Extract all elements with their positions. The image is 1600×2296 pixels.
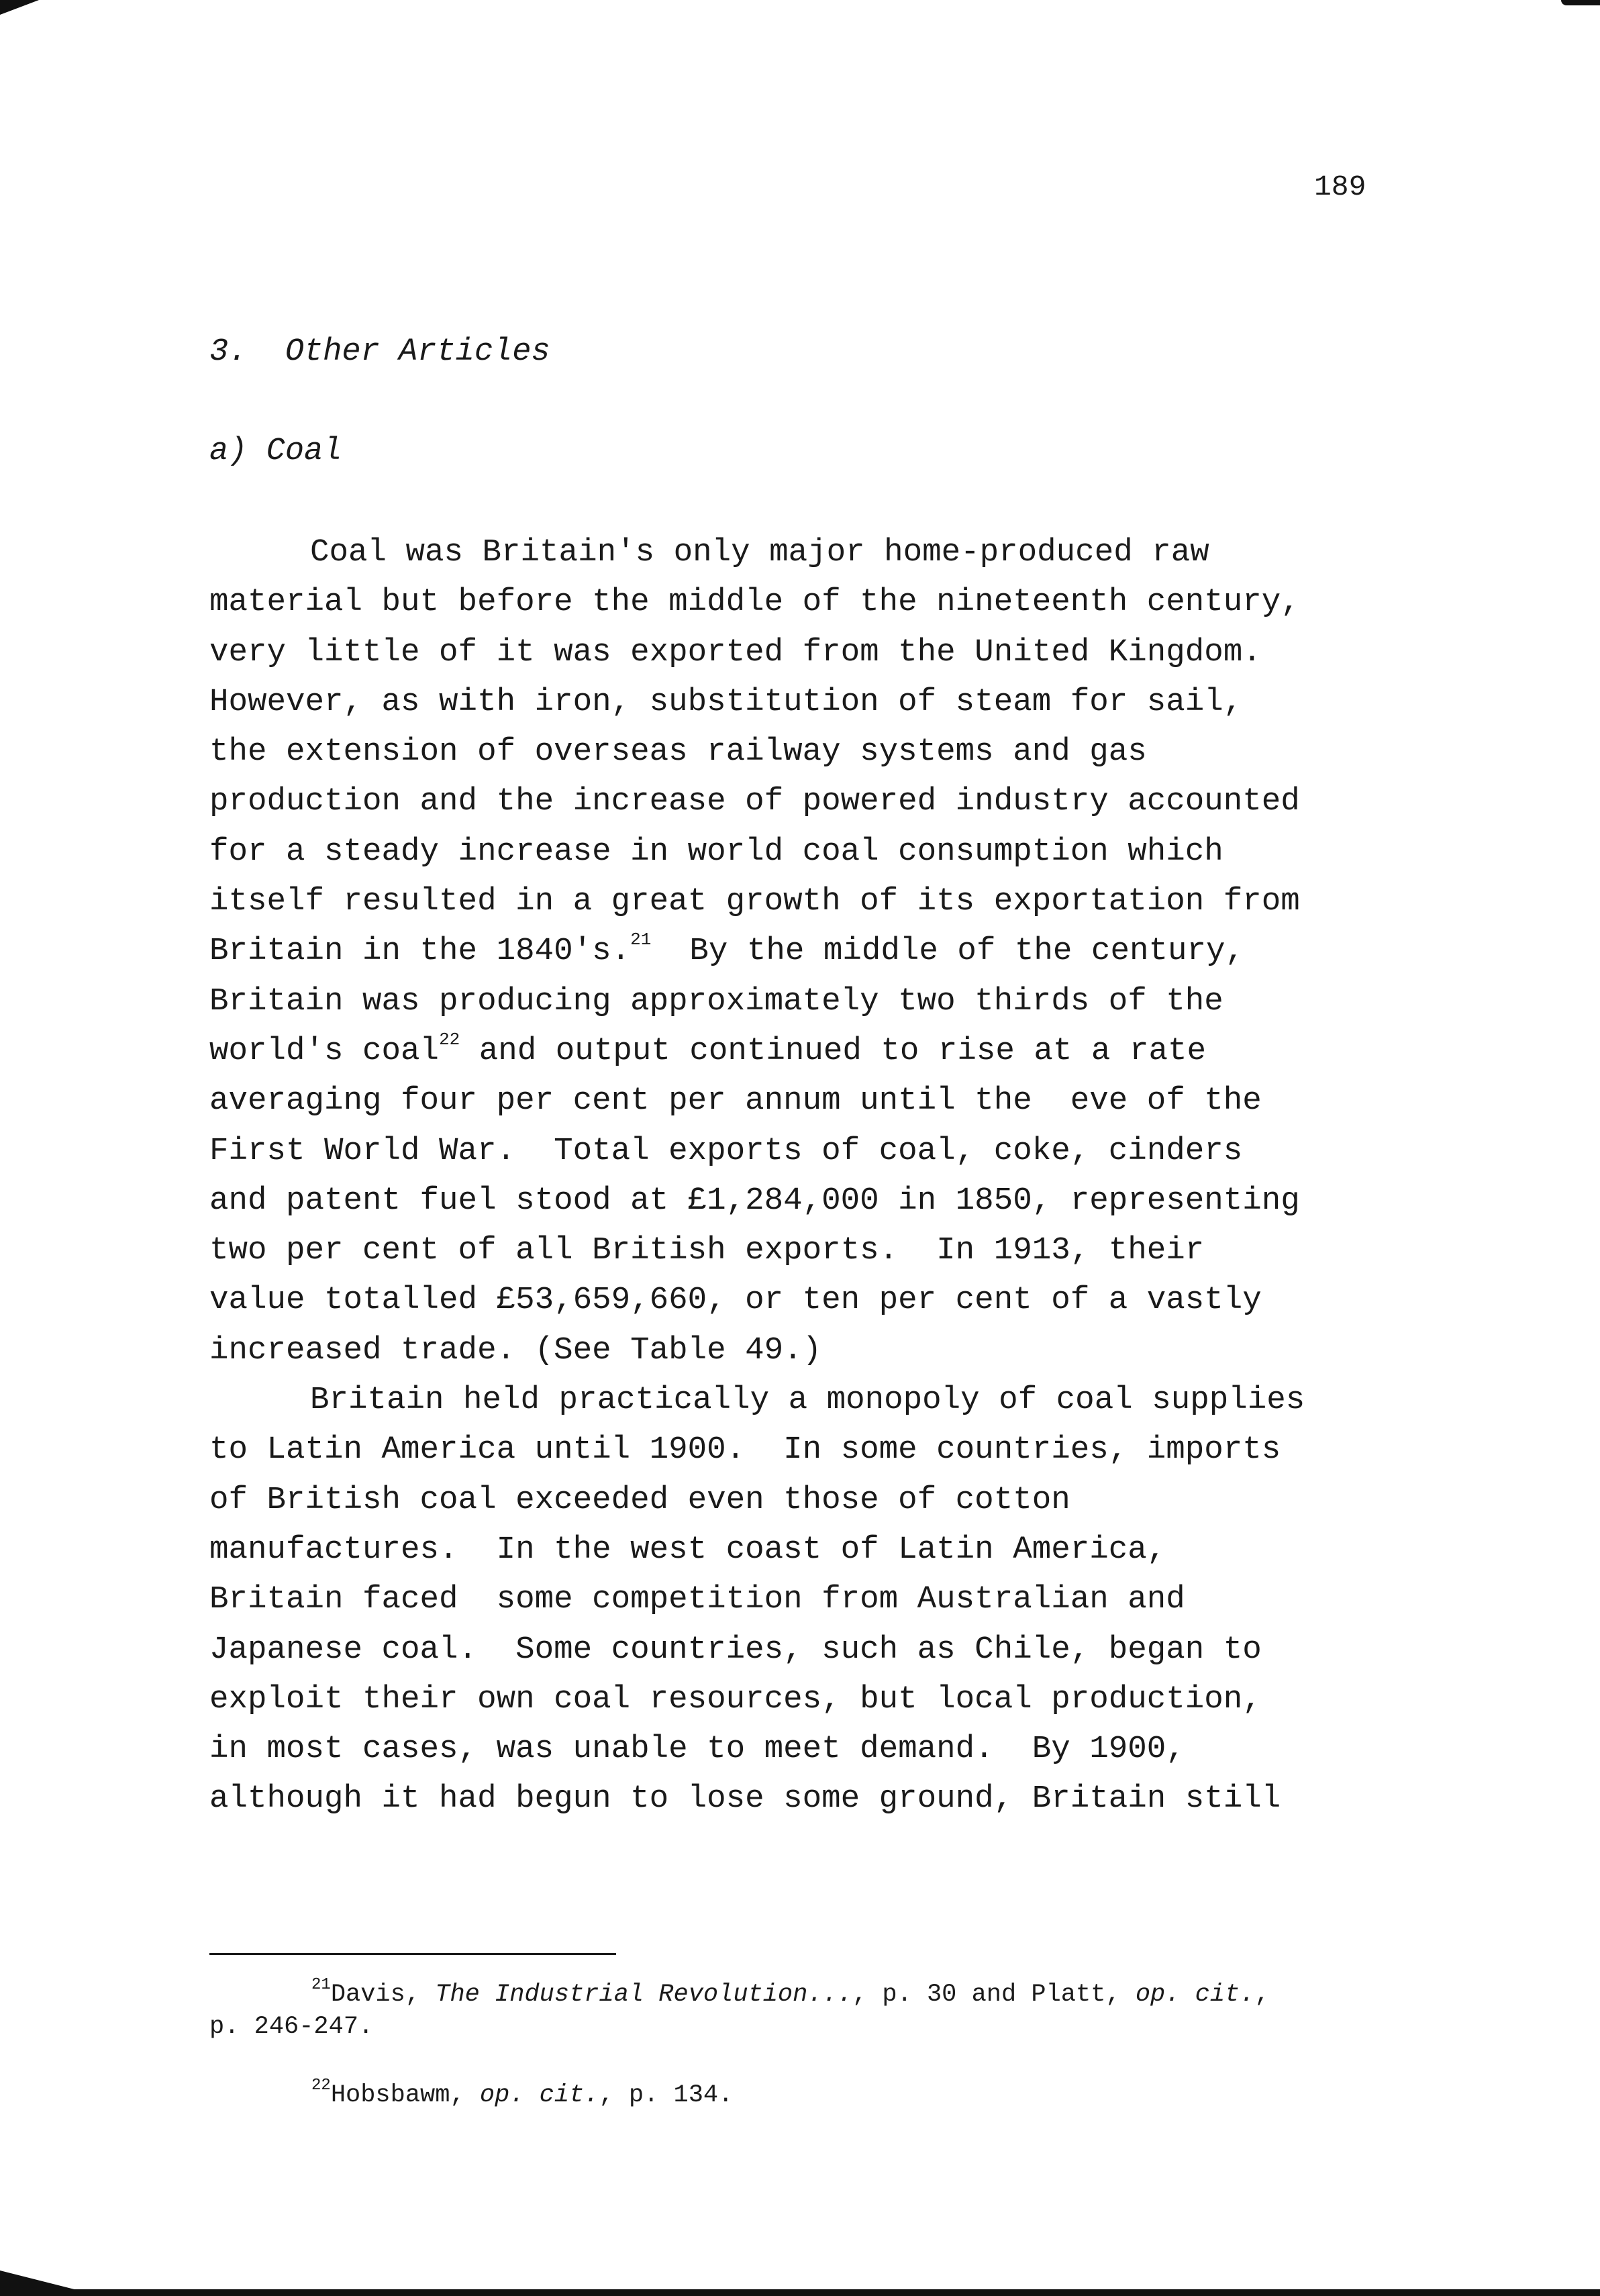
footnote-number: 22: [311, 2077, 331, 2095]
text-line: the extension of overseas railway systems and gas: [209, 734, 1147, 770]
footnote-text: ,: [1254, 1981, 1270, 2009]
text-run: and output continued to rise at a rate: [460, 1032, 1206, 1069]
footnote-22: [209, 2079, 1391, 2111]
footnote-text: , p. 134.: [599, 2081, 734, 2109]
text-run: Britain in the 1840's.: [209, 933, 631, 970]
footnote-rule: [209, 1953, 616, 1955]
footnote-reference: 22: [439, 1029, 460, 1050]
text-line: Britain was producing approximately two thirds of the: [209, 983, 1223, 1019]
text-run: world's coal: [209, 1032, 440, 1069]
text-line: increased trade. (See Table 49.): [209, 1332, 822, 1368]
text-line: averaging four per cent per annum until the eve of the: [209, 1083, 1262, 1119]
footnote-reference: 21: [630, 930, 652, 950]
text-line: Japanese coal. Some countries, such as Chile, began to: [209, 1631, 1262, 1668]
footnote-number: 21: [311, 1976, 331, 1994]
text-line: Britain held practically a monopoly of coal supplies: [310, 1382, 1305, 1419]
footnote-text: Hobsbawm,: [330, 2081, 480, 2109]
text-line: [209, 926, 1364, 976]
scan-corner-mark: [1561, 0, 1600, 5]
text-line: to Latin America until 1900. In some countries, imports: [209, 1432, 1281, 1468]
footnote-line: p. 246-247.: [209, 2013, 374, 2041]
scan-bottom-edge: [0, 2289, 1600, 2296]
scan-corner-mark: [0, 0, 39, 15]
text-line: First World War. Total exports of coal, coke, cinders: [209, 1132, 1243, 1169]
text-line: manufactures. In the west coast of Latin America,: [209, 1531, 1166, 1568]
text-line: itself resulted in a great growth of its exportation from: [209, 883, 1300, 920]
text-line: material but before the middle of the nineteenth century,: [209, 584, 1300, 621]
body-text: [209, 528, 1364, 1824]
footnote-text: Davis,: [330, 1981, 436, 2009]
footnote-text: The Industrial Revolution...: [435, 1981, 852, 2009]
text-line: value totalled £53,659,660, or ten per cent of a vastly: [209, 1282, 1262, 1319]
text-line: for a steady increase in world coal consumption which: [209, 833, 1223, 870]
text-line: However, as with iron, substitution of steam for sail,: [209, 683, 1243, 720]
text-line: Britain faced some competition from Australian and: [209, 1581, 1185, 1618]
footnote-line: [209, 2079, 1391, 2111]
text-line: very little of it was exported from the United Kingdom.: [209, 634, 1262, 670]
page-number: 189: [1314, 170, 1366, 203]
text-line: of British coal exceeded even those of cotton: [209, 1481, 1070, 1518]
text-line: two per cent of all British exports. In 1913, their: [209, 1232, 1205, 1269]
section-heading: 3. Other Articles: [209, 334, 550, 370]
text-line: exploit their own coal resources, but local production,: [209, 1681, 1262, 1717]
text-line: although it had begun to lose some ground, Britain still: [209, 1781, 1281, 1817]
footnote-line: [209, 1976, 1391, 2011]
footnote-21: [209, 1976, 1391, 2043]
text-line: production and the increase of powered industry accounted: [209, 783, 1300, 820]
text-line: in most cases, was unable to meet demand. By 1900,: [209, 1731, 1185, 1768]
text-line: [209, 1026, 1364, 1076]
subsection-heading: a) Coal: [209, 434, 342, 469]
footnote-text: op. cit.: [479, 2081, 599, 2109]
footnote-text: op. cit.: [1135, 1981, 1255, 2009]
footnote-text: , p. 30 and Platt,: [852, 1981, 1136, 2009]
text-run: By the middle of the century,: [651, 933, 1244, 970]
text-line: and patent fuel stood at £1,284,000 in 1850, representing: [209, 1182, 1300, 1219]
text-line: Coal was Britain's only major home-produced raw: [310, 534, 1209, 570]
